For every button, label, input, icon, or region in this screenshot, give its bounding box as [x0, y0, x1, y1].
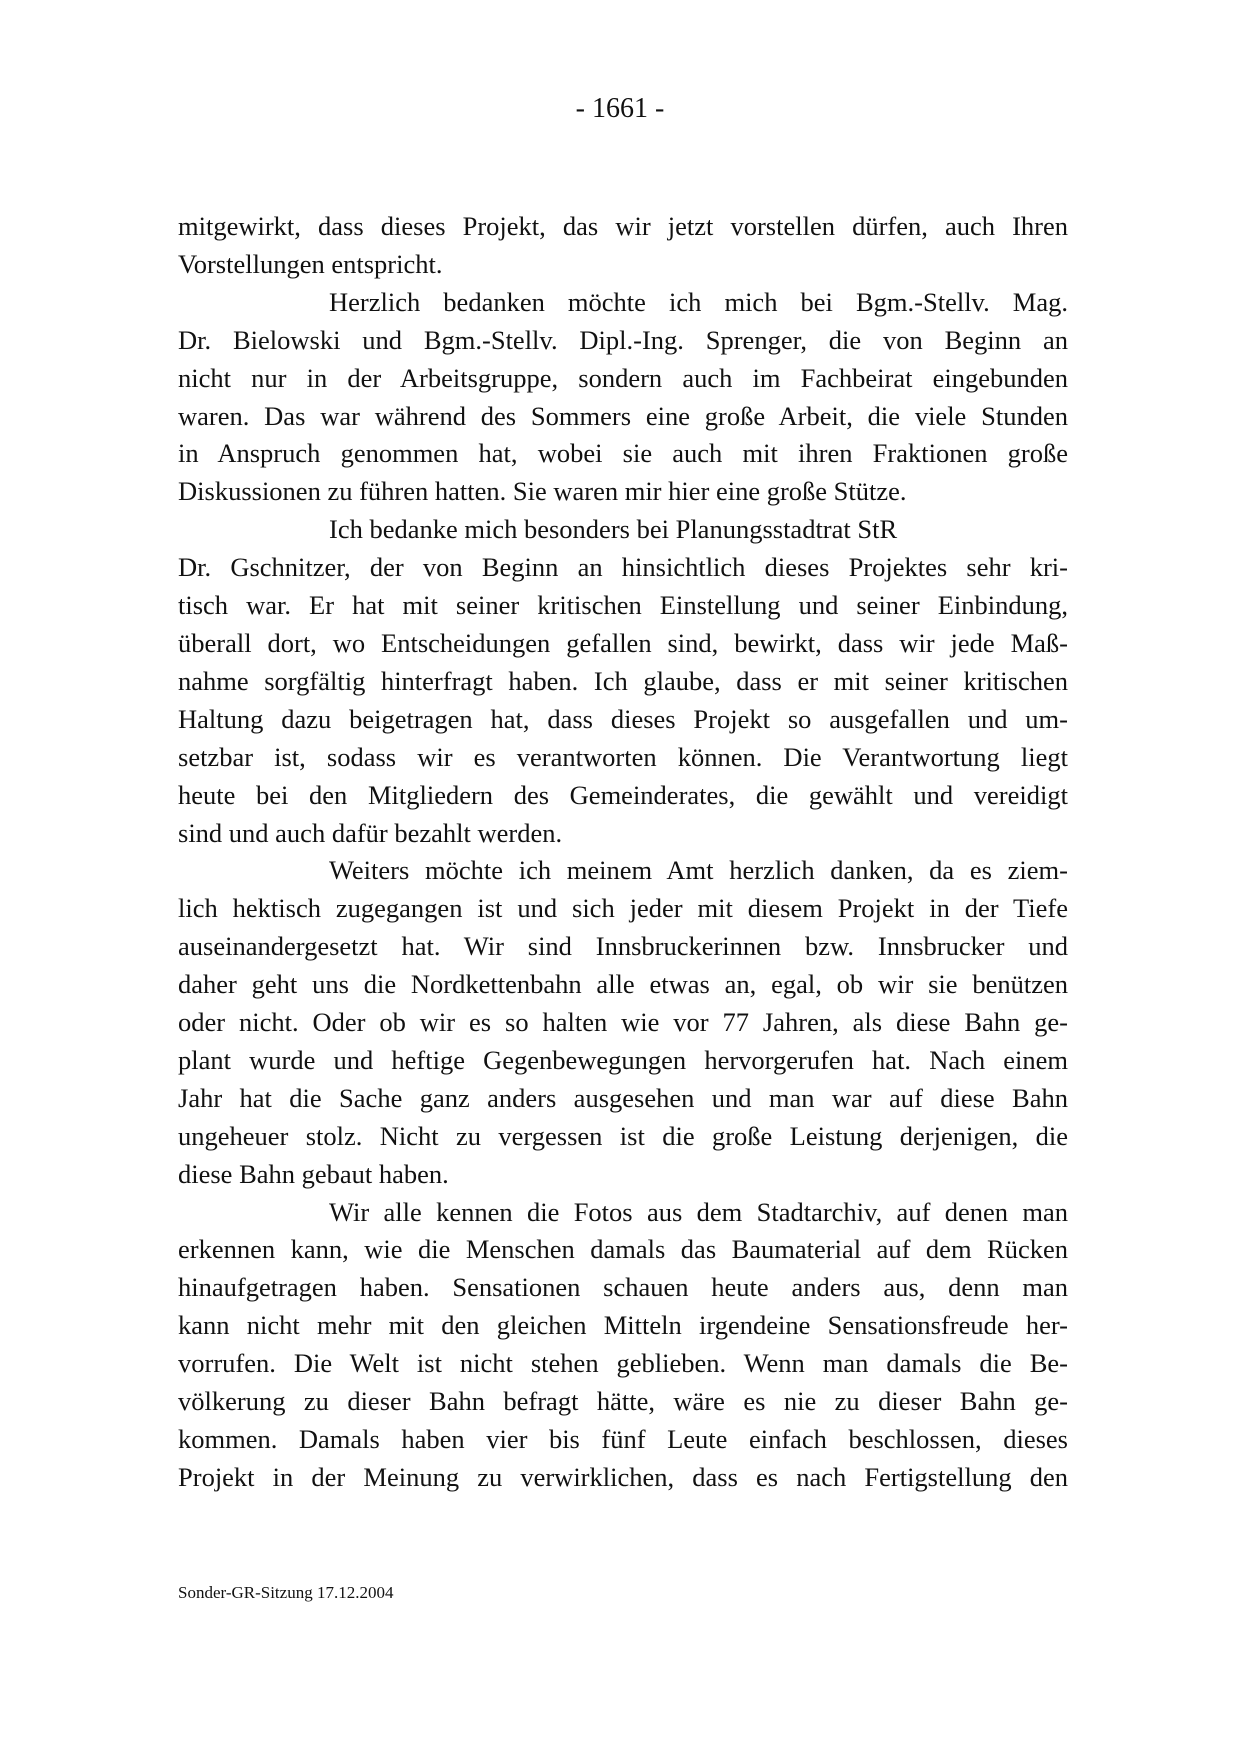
text-line: tisch war. Er hat mit seiner kritischen Einstellung und seiner Einbindung,	[178, 590, 1068, 621]
text-line: Jahr hat die Sache ganz anders ausgesehen und man war auf diese Bahn	[178, 1082, 1068, 1113]
text-line: nahme sorgfältig hinterfragt haben. Ich glaube, dass er mit seiner kritischen	[178, 665, 1068, 696]
text-line: mitgewirkt, dass dieses Projekt, das wir jetzt vorstellen dürfen, auch Ihren	[178, 211, 1068, 241]
text-line: daher geht uns die Nordkettenbahn alle etwas an, egal, ob wir sie benützen	[178, 969, 1068, 1000]
text-line: lich hektisch zugegangen ist und sich jeder mit diesem Projekt in der Tiefe	[178, 893, 1068, 924]
text-line: überall dort, wo Entscheidungen gefallen sind, bewirkt, dass wir jede Maß-	[178, 627, 1068, 658]
text-line: Dr. Bielowski und Bgm.-Stellv. Dipl.-Ing. Sprenger, die von Beginn an	[178, 324, 1068, 355]
text-line: Weiters möchte ich meinem Amt herzlich danken, da es ziem-	[329, 855, 1068, 886]
paragraph	[178, 284, 1068, 511]
text-line: Ich bedanke mich besonders bei Planungsstadtrat StR	[329, 514, 898, 545]
text-line: Diskussionen zu führen hatten. Sie waren mir hier eine große Stütze.	[178, 476, 907, 507]
text-line: nicht nur in der Arbeitsgruppe, sondern auch im Fachbeirat eingebunden	[178, 362, 1068, 393]
text-line: diese Bahn gebaut haben.	[178, 1158, 449, 1189]
text-line: erkennen kann, wie die Menschen damals das Baumaterial auf dem Rücken	[178, 1234, 1068, 1265]
text-line: vorrufen. Die Welt ist nicht stehen geblieben. Wenn man damals die Be-	[178, 1348, 1068, 1379]
text-line: sind und auch dafür bezahlt werden.	[178, 817, 563, 848]
text-line: Haltung dazu beigetragen hat, dass dieses Projekt so ausgefallen und um-	[178, 703, 1068, 734]
paragraph	[178, 1194, 1068, 1497]
text-line: Projekt in der Meinung zu verwirklichen, dass es nach Fertigstellung den	[178, 1461, 1068, 1492]
text-line: Vorstellungen entspricht.	[178, 248, 443, 279]
paragraph	[178, 208, 1068, 284]
text-line: oder nicht. Oder ob wir es so halten wie vor 77 Jahren, als diese Bahn ge-	[178, 1007, 1068, 1038]
text-line: plant wurde und heftige Gegenbewegungen hervorgerufen hat. Nach einem	[178, 1044, 1068, 1075]
text-line: hinaufgetragen haben. Sensationen schauen heute anders aus, denn man	[178, 1272, 1068, 1303]
text-line: heute bei den Mitgliedern des Gemeinderates, die gewählt und vereidigt	[178, 779, 1068, 810]
text-line: ungeheuer stolz. Nicht zu vergessen ist die große Leistung derjenigen, die	[178, 1120, 1068, 1151]
text-line: waren. Das war während des Sommers eine große Arbeit, die viele Stunden	[178, 400, 1068, 431]
text-line: auseinandergesetzt hat. Wir sind Innsbruckerinnen bzw. Innsbrucker und	[178, 931, 1068, 962]
text-line: in Anspruch genommen hat, wobei sie auch mit ihren Fraktionen große	[178, 438, 1068, 469]
text-line: Dr. Gschnitzer, der von Beginn an hinsichtlich dieses Projektes sehr kri-	[178, 552, 1068, 583]
text-line: kann nicht mehr mit den gleichen Mitteln irgendeine Sensationsfreude her-	[178, 1310, 1068, 1341]
text-line: Herzlich bedanken möchte ich mich bei Bgm.-Stellv. Mag.	[329, 286, 1068, 317]
footer: Sonder-GR-Sitzung 17.12.2004	[178, 1583, 394, 1602]
paragraph	[178, 511, 1068, 852]
body-text	[178, 208, 1068, 1497]
text-line: setzbar ist, sodass wir es verantworten können. Die Verantwortung liegt	[178, 741, 1068, 772]
text-line: kommen. Damals haben vier bis fünf Leute einfach beschlossen, dieses	[178, 1424, 1068, 1454]
text-line: völkerung zu dieser Bahn befragt hätte, wäre es nie zu dieser Bahn ge-	[178, 1386, 1068, 1417]
page-number: - 1661 -	[575, 93, 665, 124]
paragraph	[178, 852, 1068, 1193]
text-line: Wir alle kennen die Fotos aus dem Stadtarchiv, auf denen man	[329, 1196, 1068, 1227]
